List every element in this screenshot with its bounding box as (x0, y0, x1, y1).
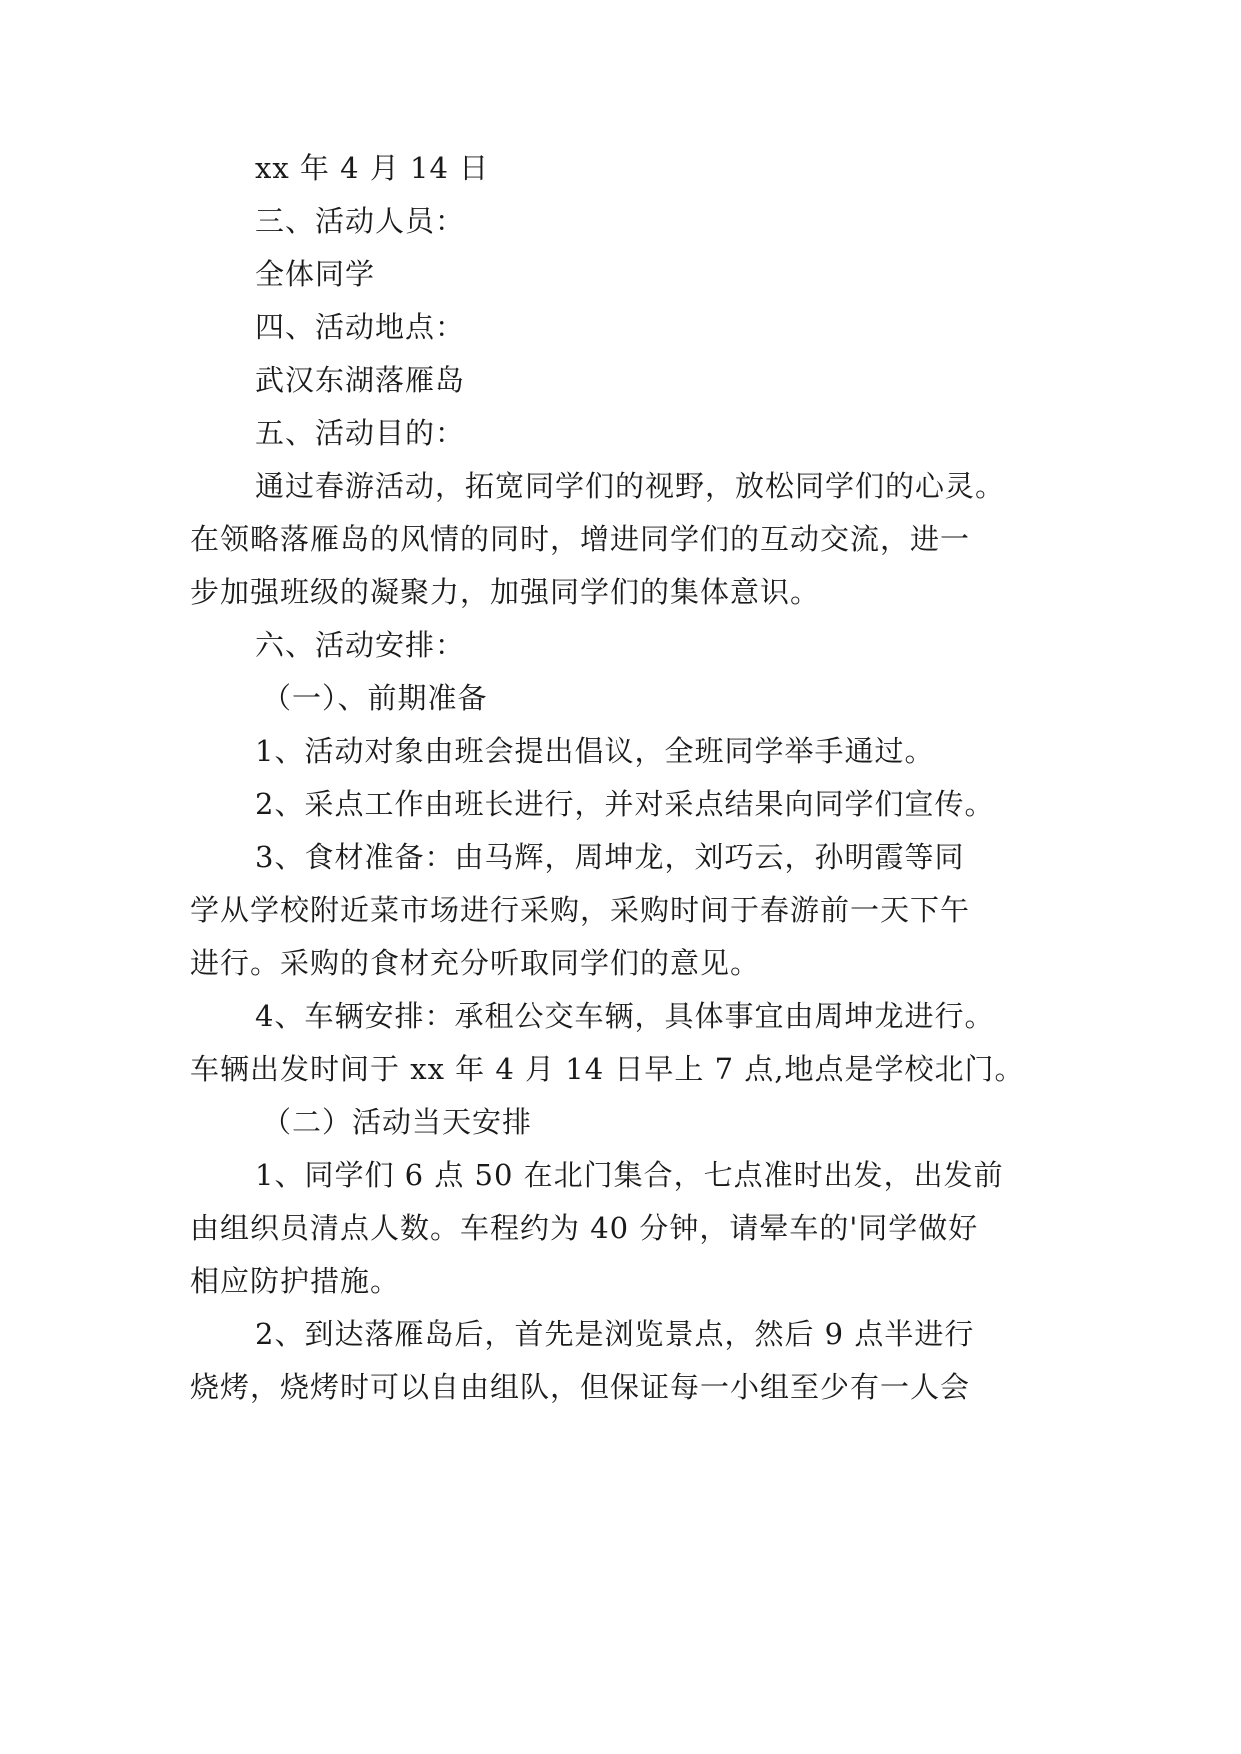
schedule-item-2-line: 烧烤，烧烤时可以自由组队，但保证每一小组至少有一人会 (190, 1370, 971, 1404)
subsection-heading-day-schedule: （二）活动当天安排 (262, 1105, 533, 1139)
schedule-item-1-line: 1、同学们 6 点 50 在北门集合，七点准时出发，出发前 (255, 1158, 1004, 1192)
preparation-item-3-line: 学从学校附近菜市场进行采购，采购时间于春游前一天下午 (190, 893, 971, 927)
location-text: 武汉东湖落雁岛 (255, 363, 466, 397)
purpose-paragraph-line: 步加强班级的凝聚力，加强同学们的集体意识。 (190, 575, 821, 609)
section-heading-arrangement: 六、活动安排： (255, 628, 466, 662)
preparation-item-1: 1、活动对象由班会提出倡议，全班同学举手通过。 (255, 734, 935, 768)
schedule-item-1-line: 相应防护措施。 (190, 1264, 401, 1298)
participants-text: 全体同学 (255, 257, 376, 291)
preparation-item-4-line: 车辆出发时间于 xx 年 4 月 14 日早上 7 点,地点是学校北门。 (190, 1052, 1025, 1086)
subsection-heading-preparation: （一）、前期准备 (262, 681, 488, 715)
schedule-item-1-line: 由组织员清点人数。车程约为 40 分钟，请晕车的'同学做好 (190, 1211, 979, 1245)
schedule-item-2-line: 2、到达落雁岛后，首先是浏览景点，然后 9 点半进行 (255, 1317, 975, 1351)
section-heading-participants: 三、活动人员： (255, 204, 466, 238)
purpose-paragraph-line: 通过春游活动，拓宽同学们的视野，放松同学们的心灵。 (255, 469, 1006, 503)
preparation-item-3-line: 3、食材准备：由马辉，周坤龙，刘巧云，孙明霞等同 (255, 840, 965, 874)
purpose-paragraph-line: 在领略落雁岛的风情的同时，增进同学们的互动交流，进一 (190, 522, 971, 556)
section-heading-purpose: 五、活动目的： (255, 416, 466, 450)
preparation-item-3-line: 进行。采购的食材充分听取同学们的意见。 (190, 946, 761, 980)
preparation-item-4-line: 4、车辆安排：承租公交车辆，具体事宜由周坤龙进行。 (255, 999, 995, 1033)
date-line: xx 年 4 月 14 日 (255, 151, 490, 185)
section-heading-location: 四、活动地点： (255, 310, 466, 344)
preparation-item-2: 2、采点工作由班长进行，并对采点结果向同学们宣传。 (255, 787, 995, 821)
